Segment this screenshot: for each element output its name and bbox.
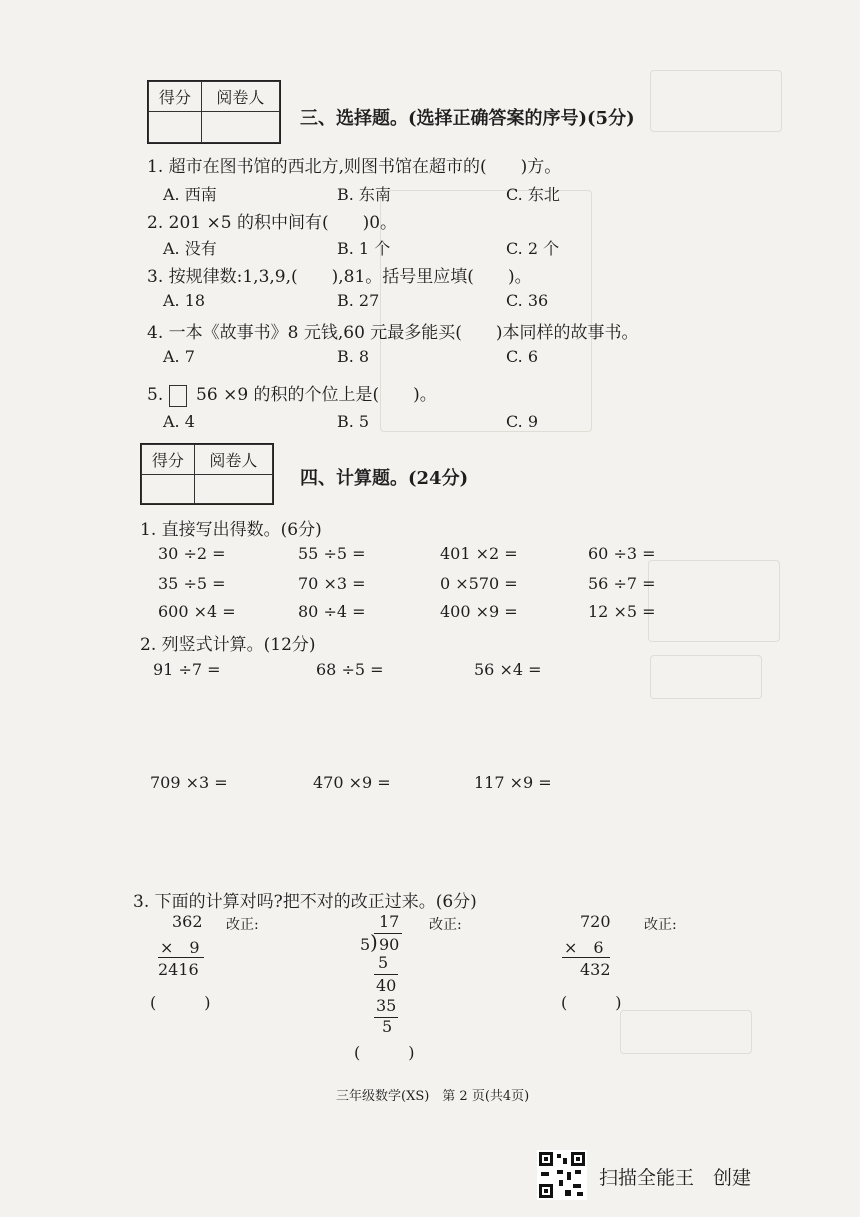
option-3b[interactable]: B. 27 bbox=[337, 291, 380, 310]
option-4c[interactable]: C. 6 bbox=[506, 347, 539, 366]
calc1-line bbox=[158, 957, 204, 958]
part3-title: 3. 下面的计算对吗?把不对的改正过来。(6分) bbox=[133, 892, 477, 912]
grader-cell[interactable] bbox=[194, 475, 272, 504]
calc1-top: 362 bbox=[172, 912, 203, 931]
scanner-watermark-label: 扫描全能王 创建 bbox=[599, 1167, 752, 1189]
calc3-top: 720 bbox=[580, 912, 611, 931]
vertical-calc: 117 ×9 = bbox=[474, 773, 552, 792]
grader-label: 阅卷人 bbox=[194, 445, 272, 475]
option-1a[interactable]: A. 西南 bbox=[163, 185, 217, 204]
oral-calc: 400 ×9 = bbox=[440, 602, 518, 621]
oral-calc: 12 ×5 = bbox=[588, 602, 656, 621]
question-5-text: 56 ×9 的积的个位上是( )。 bbox=[196, 385, 437, 405]
vertical-calc: 709 ×3 = bbox=[150, 773, 228, 792]
calc3-judgment[interactable]: ( ) bbox=[561, 993, 622, 1012]
oral-calc: 600 ×4 = bbox=[158, 602, 236, 621]
score-label: 得分 bbox=[142, 445, 195, 475]
option-1b[interactable]: B. 东南 bbox=[337, 185, 391, 204]
option-3c[interactable]: C. 36 bbox=[506, 291, 549, 310]
option-4a[interactable]: A. 7 bbox=[163, 347, 195, 366]
calc2-line1 bbox=[374, 974, 398, 975]
page-footer: 三年级数学(XS) 第 2 页(共4页) bbox=[336, 1089, 530, 1104]
section3-title: 三、选择题。(选择正确答案的序号)(5分) bbox=[300, 108, 635, 129]
option-5c[interactable]: C. 9 bbox=[506, 412, 539, 431]
oral-calc: 30 ÷2 = bbox=[158, 544, 226, 563]
score-box-section4 bbox=[140, 443, 274, 505]
option-2c[interactable]: C. 2 个 bbox=[506, 239, 560, 258]
bleed-through-box bbox=[650, 70, 782, 132]
calc2-quotient: 17 bbox=[379, 912, 400, 931]
calc3-mult: × 6 bbox=[564, 938, 604, 957]
grader-label: 阅卷人 bbox=[201, 82, 279, 112]
oral-calc: 401 ×2 = bbox=[440, 544, 518, 563]
question-5-number: 5. bbox=[147, 385, 164, 405]
bleed-through-box bbox=[648, 560, 780, 642]
option-4b[interactable]: B. 8 bbox=[337, 347, 370, 366]
option-3a[interactable]: A. 18 bbox=[163, 291, 206, 310]
part2-title: 2. 列竖式计算。(12分) bbox=[140, 635, 316, 655]
option-5a[interactable]: A. 4 bbox=[163, 412, 195, 431]
oral-calc: 56 ÷7 = bbox=[588, 574, 656, 593]
oral-calc: 35 ÷5 = bbox=[158, 574, 226, 593]
calc1-result: 2416 bbox=[158, 960, 199, 979]
question-4: 4. 一本《故事书》8 元钱,60 元最多能买( )本同样的故事书。 bbox=[147, 323, 639, 343]
correct-label: 改正: bbox=[429, 917, 462, 933]
oral-calc: 0 ×570 = bbox=[440, 574, 518, 593]
calc2-judgment[interactable]: ( ) bbox=[354, 1043, 415, 1062]
option-2b[interactable]: B. 1 个 bbox=[337, 239, 391, 258]
oral-calc: 70 ×3 = bbox=[298, 574, 366, 593]
oral-calc: 55 ÷5 = bbox=[298, 544, 366, 563]
option-5b[interactable]: B. 5 bbox=[337, 412, 370, 431]
score-cell[interactable] bbox=[149, 112, 202, 143]
calc2-divisor: 5 bbox=[360, 935, 371, 954]
calc2-step1: 5 bbox=[378, 953, 389, 972]
question-5 bbox=[147, 380, 437, 407]
grader-cell[interactable] bbox=[201, 112, 279, 143]
blank-digit-box[interactable] bbox=[169, 385, 187, 407]
bleed-through-box bbox=[650, 655, 762, 699]
vertical-calc: 91 ÷7 = bbox=[153, 660, 221, 679]
question-2: 2. 201 ×5 的积中间有( )0。 bbox=[147, 213, 398, 233]
calc2-step4: 5 bbox=[382, 1017, 393, 1036]
vertical-calc: 470 ×9 = bbox=[313, 773, 391, 792]
calc3-line bbox=[562, 957, 610, 958]
correct-label: 改正: bbox=[644, 917, 677, 933]
qr-code-icon bbox=[537, 1150, 587, 1200]
vertical-calc: 68 ÷5 = bbox=[316, 660, 384, 679]
oral-calc: 60 ÷3 = bbox=[588, 544, 656, 563]
correct-label: 改正: bbox=[226, 917, 259, 933]
question-1: 1. 超市在图书馆的西北方,则图书馆在超市的( )方。 bbox=[147, 157, 562, 177]
calc1-judgment[interactable]: ( ) bbox=[150, 993, 211, 1012]
score-cell[interactable] bbox=[142, 475, 195, 504]
calc2-dividend: 90 bbox=[379, 935, 400, 954]
vertical-calc: 56 ×4 = bbox=[474, 660, 542, 679]
part1-title: 1. 直接写出得数。(6分) bbox=[140, 520, 322, 540]
calc1-mult: × 9 bbox=[160, 938, 200, 957]
oral-calc: 80 ÷4 = bbox=[298, 602, 366, 621]
section4-title: 四、计算题。(24分) bbox=[300, 468, 469, 489]
calc2-step2: 40 bbox=[376, 976, 397, 995]
score-label: 得分 bbox=[149, 82, 202, 112]
calc2-step3: 35 bbox=[376, 996, 397, 1015]
bleed-through-box bbox=[620, 1010, 752, 1054]
score-box-section3 bbox=[147, 80, 281, 144]
calc3-result: 432 bbox=[580, 960, 611, 979]
question-3: 3. 按规律数:1,3,9,( ),81。括号里应填( )。 bbox=[147, 267, 532, 287]
division-bracket-top bbox=[374, 933, 402, 934]
option-1c[interactable]: C. 东北 bbox=[506, 185, 560, 204]
division-bracket-curve: ) bbox=[370, 930, 378, 954]
option-2a[interactable]: A. 没有 bbox=[163, 239, 217, 258]
